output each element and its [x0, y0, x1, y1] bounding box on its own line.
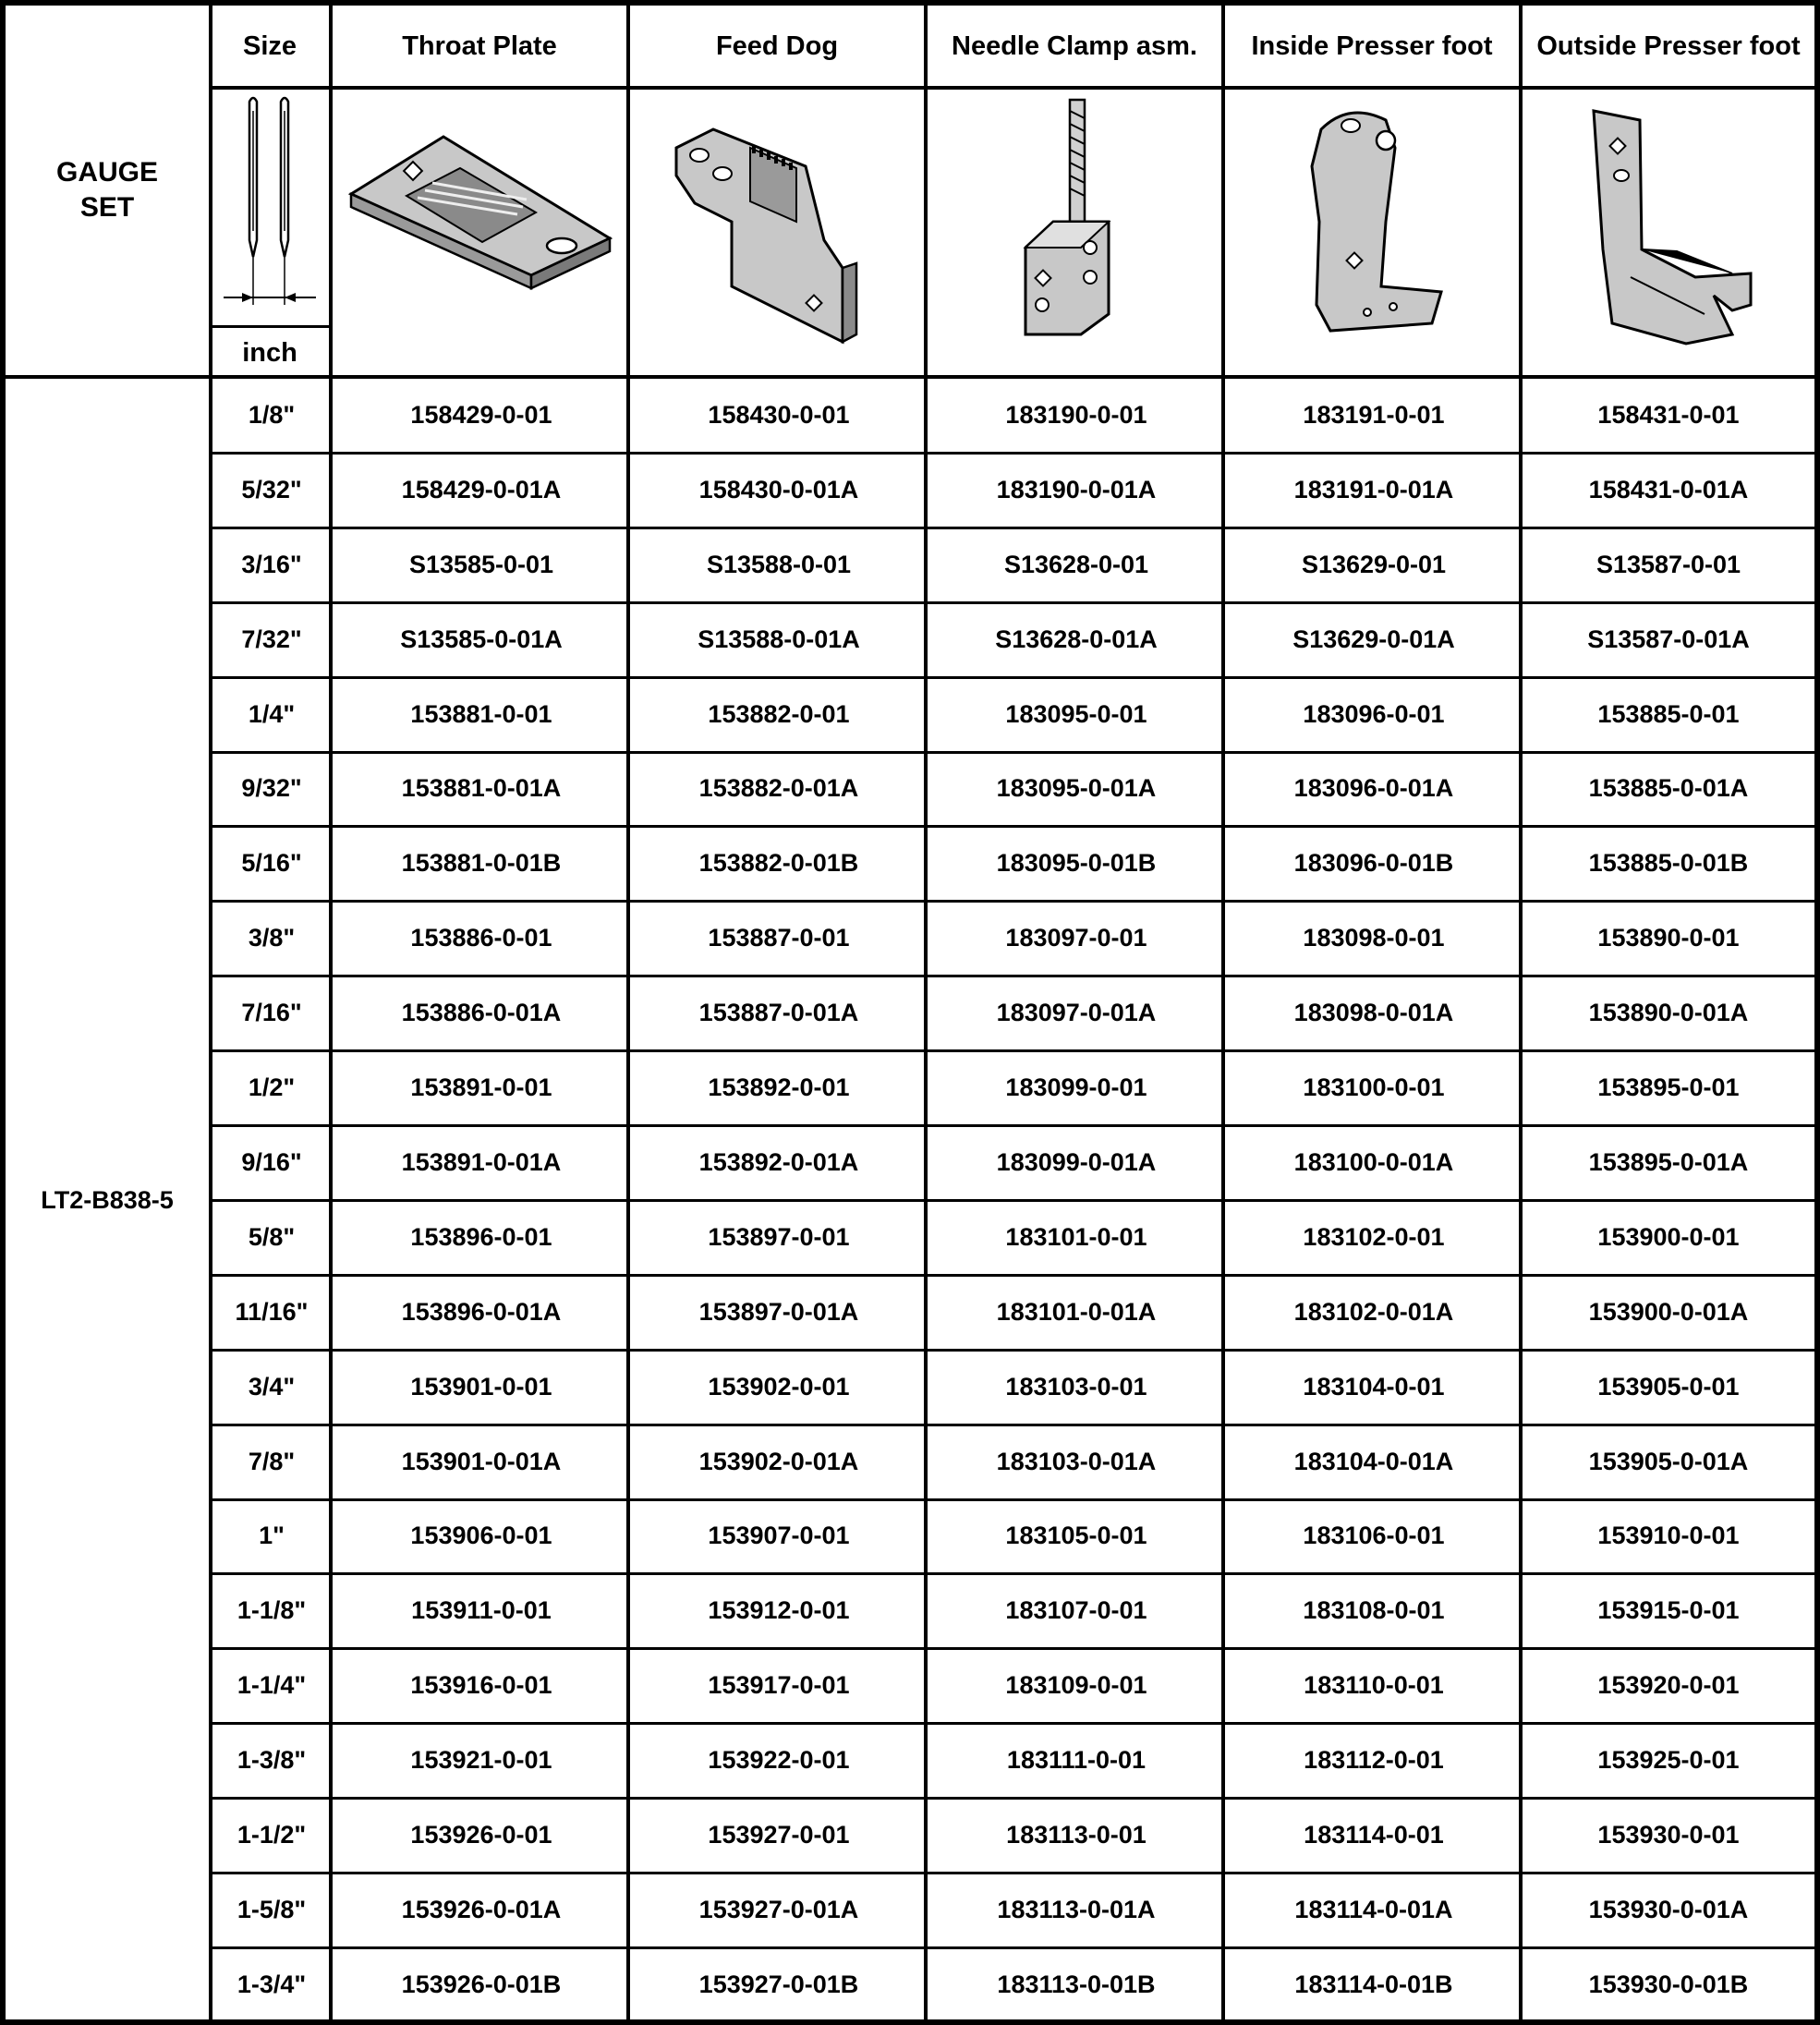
cell-feed-dog: 153902-0-01A: [698, 1447, 859, 1475]
cell-needle-clamp: 183097-0-01: [1005, 924, 1147, 952]
cell-inside-presser-foot: 183102-0-01: [1303, 1222, 1445, 1251]
size-unit-label: inch: [242, 337, 297, 368]
cell-inside-presser-foot: 183191-0-01A: [1293, 475, 1454, 503]
cell-needle-clamp: 183113-0-01A: [997, 1895, 1156, 1923]
column-header-size: Size: [242, 30, 297, 61]
cell-needle-clamp: 183095-0-01B: [996, 849, 1157, 878]
cell-throat-plate: 153901-0-01A: [401, 1447, 562, 1475]
grid-line: [329, 6, 333, 2019]
cell-outside-presser-foot: S13587-0-01: [1596, 550, 1741, 578]
cell-throat-plate: 153906-0-01: [410, 1522, 552, 1550]
cell-feed-dog: 153897-0-01: [708, 1222, 850, 1251]
grid-line: [209, 86, 1814, 90]
cell-throat-plate: 153896-0-01A: [401, 1297, 562, 1326]
grid-line: [209, 1572, 1814, 1575]
cell-outside-presser-foot: 153910-0-01: [1597, 1522, 1740, 1550]
cell-feed-dog: S13588-0-01: [706, 550, 852, 578]
cell-outside-presser-foot: 153885-0-01A: [1588, 774, 1749, 803]
cell-throat-plate: 153881-0-01A: [401, 774, 562, 803]
cell-needle-clamp: 183097-0-01A: [996, 999, 1157, 1027]
cell-size: 3/4": [248, 1372, 296, 1401]
cell-feed-dog: 153887-0-01: [708, 924, 850, 952]
cell-needle-clamp: 183190-0-01: [1005, 400, 1147, 429]
cell-size: 7/8": [248, 1447, 296, 1475]
cell-needle-clamp: 183099-0-01A: [996, 1147, 1157, 1176]
grid-line: [209, 6, 212, 2019]
cell-throat-plate: 153881-0-01B: [401, 849, 562, 878]
grid-line: [209, 1424, 1814, 1426]
cell-inside-presser-foot: 183114-0-01A: [1294, 1895, 1453, 1923]
cell-needle-clamp: S13628-0-01A: [995, 624, 1158, 653]
cell-size: 1-1/8": [237, 1596, 307, 1625]
cell-outside-presser-foot: 153890-0-01A: [1588, 999, 1749, 1027]
grid-line: [209, 900, 1814, 903]
cell-inside-presser-foot: 183112-0-01: [1304, 1746, 1444, 1775]
cell-inside-presser-foot: 183100-0-01: [1303, 1073, 1445, 1102]
cell-throat-plate: 153926-0-01: [410, 1821, 552, 1849]
cell-size: 1/8": [248, 400, 296, 429]
cell-needle-clamp: 183095-0-01A: [996, 774, 1157, 803]
inside-presser-foot-image: [1293, 92, 1460, 360]
needle-gauge-icon: [214, 92, 325, 323]
cell-inside-presser-foot: 183108-0-01: [1303, 1596, 1445, 1625]
cell-size: 1-1/2": [237, 1821, 307, 1849]
cell-feed-dog: 153927-0-01A: [698, 1895, 859, 1923]
cell-size: 7/32": [241, 624, 302, 653]
cell-needle-clamp: 183107-0-01: [1005, 1596, 1147, 1625]
cell-throat-plate: 153886-0-01: [410, 924, 552, 952]
cell-throat-plate: 158429-0-01: [410, 400, 552, 429]
column-header-throat-plate: Throat Plate: [402, 30, 557, 61]
cell-feed-dog: 153892-0-01A: [698, 1147, 859, 1176]
cell-feed-dog: 153887-0-01A: [698, 999, 859, 1027]
cell-inside-presser-foot: 183104-0-01A: [1293, 1447, 1454, 1475]
cell-outside-presser-foot: 153895-0-01: [1597, 1073, 1740, 1102]
cell-outside-presser-foot: 153925-0-01: [1597, 1746, 1740, 1775]
cell-throat-plate: S13585-0-01: [408, 550, 554, 578]
cell-outside-presser-foot: 153920-0-01: [1597, 1671, 1740, 1700]
cell-inside-presser-foot: 183191-0-01: [1303, 400, 1445, 429]
cell-inside-presser-foot: 183098-0-01A: [1293, 999, 1454, 1027]
cell-needle-clamp: 183190-0-01A: [996, 475, 1157, 503]
grid-line: [209, 1274, 1814, 1277]
cell-needle-clamp: 183103-0-01: [1005, 1372, 1147, 1401]
feed-dog-image: [658, 92, 898, 360]
grid-line: [209, 527, 1814, 529]
grid-line: [924, 6, 928, 2019]
cell-size: 5/8": [248, 1222, 296, 1251]
cell-feed-dog: 153882-0-01B: [698, 849, 859, 878]
cell-needle-clamp: 183099-0-01: [1005, 1073, 1147, 1102]
cell-inside-presser-foot: 183096-0-01A: [1293, 774, 1454, 803]
cell-needle-clamp: 183111-0-01: [1006, 1746, 1147, 1775]
cell-throat-plate: 153881-0-01: [410, 699, 552, 728]
column-header-inside-presser-foot: Inside Presser foot: [1251, 30, 1493, 61]
grid-line: [209, 1946, 1814, 1949]
table-border: [1814, 0, 1820, 2025]
throat-plate-image: [342, 92, 619, 360]
grid-line: [209, 1722, 1814, 1725]
cell-needle-clamp: 183113-0-01: [1006, 1821, 1147, 1849]
cell-needle-clamp: 183101-0-01A: [996, 1297, 1157, 1326]
grid-line: [209, 1124, 1814, 1127]
cell-inside-presser-foot: 183102-0-01A: [1293, 1297, 1454, 1326]
cell-size: 5/16": [241, 849, 302, 878]
cell-outside-presser-foot: S13587-0-01A: [1587, 624, 1750, 653]
cell-size: 11/16": [235, 1297, 309, 1326]
cell-feed-dog: 153922-0-01: [708, 1746, 850, 1775]
table-border: [0, 0, 1820, 6]
needle-clamp-image: [998, 92, 1155, 360]
grid-line: [1221, 6, 1225, 2019]
cell-throat-plate: 153921-0-01: [410, 1746, 552, 1775]
gauge-set-title: [6, 6, 209, 375]
cell-throat-plate: 153916-0-01: [410, 1671, 552, 1700]
cell-outside-presser-foot: 153885-0-01B: [1588, 849, 1749, 878]
cell-feed-dog: 158430-0-01A: [698, 475, 859, 503]
grid-line: [6, 375, 1814, 379]
grid-line: [1519, 6, 1523, 2019]
cell-outside-presser-foot: 153905-0-01A: [1588, 1447, 1749, 1475]
cell-needle-clamp: 183105-0-01: [1005, 1522, 1147, 1550]
cell-needle-clamp: 183103-0-01A: [996, 1447, 1157, 1475]
grid-line: [209, 1049, 1814, 1052]
table-border: [0, 2019, 1820, 2025]
column-header-feed-dog: Feed Dog: [715, 30, 839, 61]
cell-feed-dog: 153927-0-01B: [698, 1970, 859, 1998]
cell-feed-dog: 158430-0-01: [708, 400, 850, 429]
grid-line: [209, 1797, 1814, 1800]
cell-size: 3/8": [248, 924, 296, 952]
grid-line: [209, 1498, 1814, 1501]
cell-outside-presser-foot: 153885-0-01: [1597, 699, 1740, 728]
cell-outside-presser-foot: 153895-0-01A: [1588, 1147, 1749, 1176]
cell-needle-clamp: 183109-0-01: [1005, 1671, 1147, 1700]
cell-needle-clamp: 183113-0-01B: [997, 1970, 1156, 1998]
cell-outside-presser-foot: 158431-0-01: [1597, 400, 1740, 429]
cell-inside-presser-foot: 183100-0-01A: [1293, 1147, 1454, 1176]
cell-size: 1-3/8": [237, 1746, 307, 1775]
cell-feed-dog: 153927-0-01: [708, 1821, 850, 1849]
grid-line: [209, 825, 1814, 828]
cell-size: 9/32": [241, 774, 302, 803]
column-header-needle-clamp: Needle Clamp asm.: [952, 30, 1197, 61]
cell-throat-plate: 153901-0-01: [410, 1372, 552, 1401]
cell-outside-presser-foot: 153890-0-01: [1597, 924, 1740, 952]
grid-line: [209, 1647, 1814, 1650]
outside-presser-foot-image: [1575, 92, 1769, 360]
cell-feed-dog: S13588-0-01A: [698, 624, 860, 653]
cell-throat-plate: 153926-0-01A: [401, 1895, 562, 1923]
cell-throat-plate: 153911-0-01: [411, 1596, 552, 1625]
cell-size: 1/4": [248, 699, 296, 728]
cell-throat-plate: 153891-0-01A: [401, 1147, 562, 1176]
cell-throat-plate: 153926-0-01B: [401, 1970, 562, 1998]
grid-line: [209, 1872, 1814, 1874]
cell-outside-presser-foot: 153900-0-01A: [1588, 1297, 1749, 1326]
cell-needle-clamp: 183101-0-01: [1005, 1222, 1147, 1251]
cell-size: 5/32": [241, 475, 302, 503]
cell-inside-presser-foot: 183096-0-01: [1303, 699, 1445, 728]
grid-line: [209, 325, 333, 328]
grid-line: [209, 975, 1814, 977]
cell-feed-dog: 153912-0-01: [708, 1596, 850, 1625]
cell-inside-presser-foot: 183098-0-01: [1303, 924, 1445, 952]
cell-outside-presser-foot: 153930-0-01A: [1588, 1895, 1749, 1923]
cell-throat-plate: 158429-0-01A: [401, 475, 562, 503]
cell-outside-presser-foot: 153900-0-01: [1597, 1222, 1740, 1251]
cell-outside-presser-foot: 153905-0-01: [1597, 1372, 1740, 1401]
cell-inside-presser-foot: 183096-0-01B: [1293, 849, 1454, 878]
cell-outside-presser-foot: 153930-0-01: [1597, 1821, 1740, 1849]
cell-size: 3/16": [241, 550, 302, 578]
cell-inside-presser-foot: S13629-0-01A: [1292, 624, 1455, 653]
grid-line: [209, 452, 1814, 455]
cell-size: 1-1/4": [237, 1671, 307, 1700]
cell-feed-dog: 153897-0-01A: [698, 1297, 859, 1326]
cell-inside-presser-foot: 183114-0-01B: [1294, 1970, 1453, 1998]
grid-line: [626, 6, 630, 2019]
cell-inside-presser-foot: 183110-0-01: [1304, 1671, 1444, 1700]
cell-feed-dog: 153882-0-01: [708, 699, 850, 728]
cell-size: 1-3/4": [237, 1970, 307, 1998]
cell-inside-presser-foot: S13629-0-01: [1301, 550, 1447, 578]
cell-outside-presser-foot: 158431-0-01A: [1588, 475, 1749, 503]
cell-size: 1": [259, 1522, 285, 1550]
column-header-outside-presser-foot: Outside Presser foot: [1536, 30, 1801, 61]
gauge-set-model: LT2-B838-5: [41, 1185, 174, 1214]
cell-feed-dog: 153902-0-01: [708, 1372, 850, 1401]
cell-feed-dog: 153917-0-01: [708, 1671, 850, 1700]
gauge-title-line1: GAUGE: [55, 157, 158, 188]
cell-inside-presser-foot: 183106-0-01: [1303, 1522, 1445, 1550]
cell-outside-presser-foot: 153915-0-01: [1597, 1596, 1740, 1625]
cell-outside-presser-foot: 153930-0-01B: [1588, 1970, 1749, 1998]
cell-throat-plate: S13585-0-01A: [400, 624, 563, 653]
grid-line: [209, 676, 1814, 679]
cell-throat-plate: 153896-0-01: [410, 1222, 552, 1251]
cell-feed-dog: 153892-0-01: [708, 1073, 850, 1102]
cell-throat-plate: 153886-0-01A: [401, 999, 562, 1027]
grid-line: [209, 1199, 1814, 1202]
cell-throat-plate: 153891-0-01: [410, 1073, 552, 1102]
cell-feed-dog: 153907-0-01: [708, 1522, 850, 1550]
cell-feed-dog: 153882-0-01A: [698, 774, 859, 803]
cell-size: 9/16": [241, 1147, 302, 1176]
cell-size: 1-5/8": [237, 1895, 307, 1923]
cell-size: 1/2": [248, 1073, 296, 1102]
gauge-title-line2: SET: [79, 192, 135, 223]
grid-line: [209, 1349, 1814, 1352]
grid-line: [209, 601, 1814, 604]
cell-inside-presser-foot: 183104-0-01: [1303, 1372, 1445, 1401]
cell-needle-clamp: 183095-0-01: [1005, 699, 1147, 728]
cell-needle-clamp: S13628-0-01: [1003, 550, 1149, 578]
table-border: [0, 0, 6, 2025]
cell-size: 7/16": [241, 999, 302, 1027]
cell-inside-presser-foot: 183114-0-01: [1304, 1821, 1444, 1849]
grid-line: [209, 751, 1814, 754]
